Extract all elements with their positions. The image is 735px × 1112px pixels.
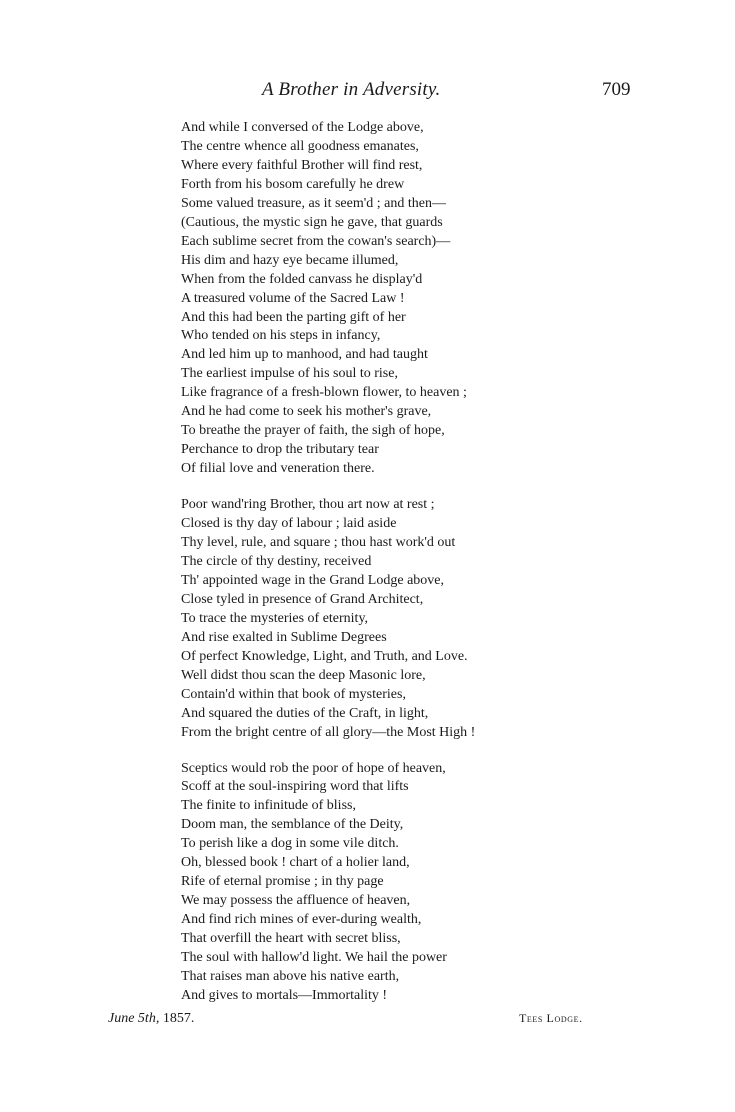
poem-line: Perchance to drop the tributary tear	[181, 442, 379, 458]
poem-line: The circle of thy destiny, received	[181, 553, 372, 569]
poem-line: To perish like a dog in some vile ditch.	[181, 836, 399, 852]
poem-line: And he had come to seek his mother's grave,	[181, 404, 432, 420]
date-line	[108, 1011, 194, 1027]
poem-line: Oh, blessed book ! chart of a holier land,	[181, 855, 410, 871]
poem-line: And this had been the parting gift of her	[181, 309, 406, 325]
stanza-1	[181, 119, 475, 479]
poem-line: And rise exalted in Sublime Degrees	[181, 629, 387, 645]
poem-line: His dim and hazy eye became illumed,	[181, 252, 399, 268]
poem-line: Some valued treasure, as it seem'd ; and then—	[181, 195, 446, 211]
poem-line: Of filial love and veneration there.	[181, 461, 375, 477]
poem-line: When from the folded canvass he display'd	[181, 271, 423, 287]
stanza-3	[181, 760, 475, 1006]
poem-line: The centre whence all goodness emanates,	[181, 138, 419, 154]
poem-line: Contain'd within that book of mysteries,	[181, 686, 406, 702]
poem-line: Scoff at the soul-inspiring word that lifts	[181, 779, 409, 795]
stanza-2	[181, 496, 475, 742]
poem-line: And find rich mines of ever-during wealth,	[181, 912, 422, 928]
poem-line: Of perfect Knowledge, Light, and Truth, and Love.	[181, 648, 468, 664]
poem-line: Thy level, rule, and square ; thou hast work'd out	[181, 535, 456, 551]
poem-line: Who tended on his steps in infancy,	[181, 328, 381, 344]
poem-line: Doom man, the semblance of the Deity,	[181, 817, 404, 833]
poem-line: Well didst thou scan the deep Masonic lore,	[181, 667, 426, 683]
poem-line: A treasured volume of the Sacred Law !	[181, 290, 405, 306]
poem-line: The finite to infinitude of bliss,	[181, 798, 356, 814]
poem-line: Th' appointed wage in the Grand Lodge above,	[181, 572, 444, 588]
poem-line: The earliest impulse of his soul to rise,	[181, 366, 398, 382]
poem-line: Close tyled in presence of Grand Architect,	[181, 591, 424, 607]
poem-line: (Cautious, the mystic sign he gave, that guards	[181, 214, 443, 230]
poem-line: Closed is thy day of labour ; laid aside	[181, 516, 397, 532]
poem-line: And while I conversed of the Lodge above,	[181, 120, 424, 135]
poem-line: That overfill the heart with secret bliss,	[181, 931, 401, 947]
poem-line: Each sublime secret from the cowan's search)—	[181, 233, 451, 249]
poem-line: And gives to mortals—Immortality !	[181, 987, 388, 1003]
date-year: 1857.	[162, 1011, 195, 1026]
poem-line: That raises man above his native earth,	[181, 968, 400, 984]
poem-line: Where every faithful Brother will find rest,	[181, 157, 423, 173]
page-number: 709	[602, 79, 631, 100]
running-head: A Brother in Adversity.	[262, 79, 441, 100]
poem-line: To trace the mysteries of eternity,	[181, 610, 369, 626]
poem-line: Forth from his bosom carefully he drew	[181, 176, 405, 192]
date-month-day: June 5th,	[108, 1011, 160, 1026]
poem-line: We may possess the affluence of heaven,	[181, 893, 411, 909]
poem-line: Rife of eternal promise ; in thy page	[181, 874, 384, 890]
poem-line: To breathe the prayer of faith, the sigh of hope,	[181, 423, 445, 439]
poem-line: And led him up to manhood, and had taught	[181, 347, 428, 363]
poem-line: Poor wand'ring Brother, thou art now at rest ;	[181, 497, 435, 513]
poem-line: Sceptics would rob the poor of hope of heaven,	[181, 760, 446, 776]
poem-line: Like fragrance of a fresh-blown flower, to heaven ;	[181, 385, 467, 401]
signature: Tees Lodge.	[519, 1011, 583, 1025]
poem	[181, 119, 475, 1006]
poem-line: The soul with hallow'd light. We hail the power	[181, 950, 447, 966]
poem-line: From the bright centre of all glory—the Most High !	[181, 724, 476, 740]
poem-line: And squared the duties of the Craft, in light,	[181, 705, 429, 721]
